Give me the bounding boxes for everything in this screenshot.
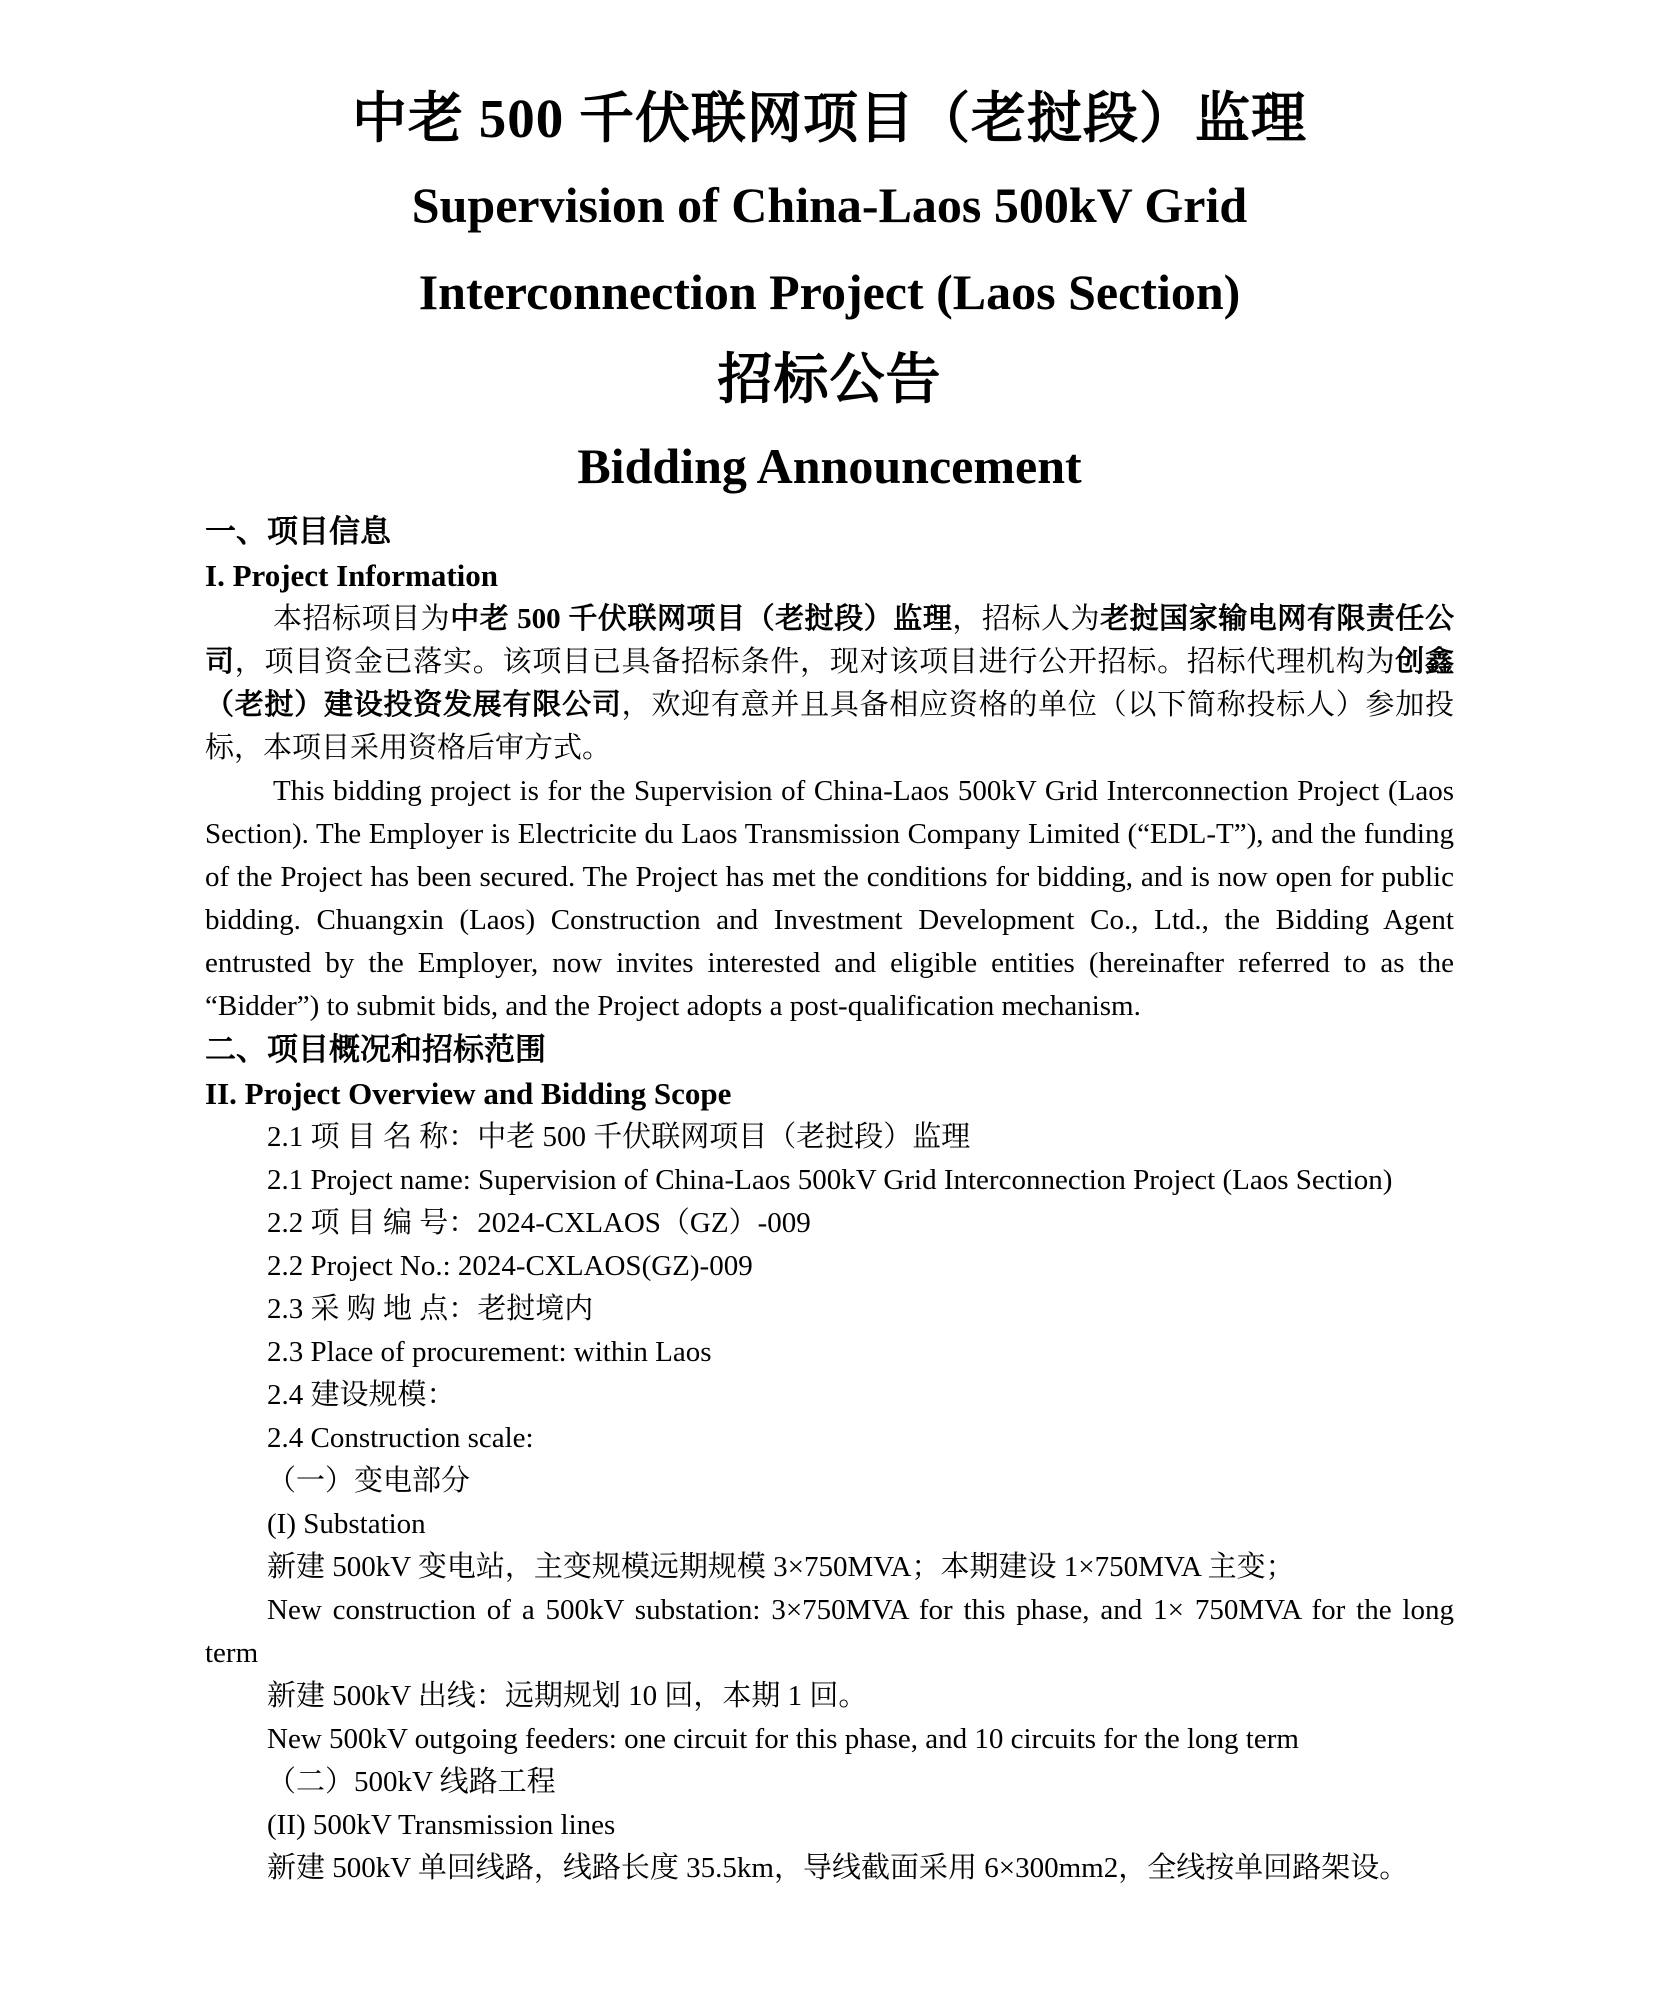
text-run-bold: 老挝国家输电网有限责任公司	[205, 603, 1454, 678]
item-substation-heading-en: (I) Substation	[267, 1508, 426, 1540]
title-block	[205, 75, 1454, 510]
text-run: ，招标人为	[952, 603, 1101, 635]
announcement-title-en: Bidding Announcement	[577, 438, 1082, 494]
text-run: ，欢迎有意并且具备相应资格的单位（以下简称投标人）参加投标，本项目采用资格后审方式。	[205, 689, 1454, 764]
section-2-heading-zh: 二、项目概况和招标范围	[205, 1032, 546, 1067]
item-2-3-place-zh: 2.3 采 购 地 点：老挝境内	[267, 1293, 594, 1325]
page-title-en-line1: Supervision of China-Laos 500kV Grid	[411, 177, 1248, 233]
item-lines-heading-en: (II) 500kV Transmission lines	[267, 1809, 616, 1841]
text-run-bold: 创鑫（老挝）建设投资发展有限公司	[205, 646, 1454, 721]
item-2-3-place-en: 2.3 Place of procurement: within Laos	[267, 1336, 712, 1368]
text-run: ，项目资金已落实。该项目已具备招标条件，现对该项目进行公开招标。招标代理机构为	[234, 646, 1396, 678]
text-run-bold: 中老 500 千伏联网项目（老挝段）监理	[450, 603, 953, 635]
item-2-2-project-no-zh: 2.2 项 目 编 号：2024-CXLAOS（GZ）-009	[267, 1207, 811, 1239]
text-run: 本招标项目为	[273, 603, 451, 635]
section-2-heading-en: II. Project Overview and Bidding Scope	[205, 1076, 732, 1111]
item-2-2-project-no-en: 2.2 Project No.: 2024-CXLAOS(GZ)-009	[267, 1250, 753, 1282]
page-title-zh: 中老 500 千伏联网项目（老挝段）监理	[351, 88, 1307, 149]
announcement-title-zh: 招标公告	[717, 349, 942, 410]
section-1-heading-zh: 一、项目信息	[205, 514, 391, 549]
project-info-paragraph-zh	[205, 598, 1454, 770]
item-substation-detail-en: New construction of a 500kV substation: 3×750MVA for this phase, and 1× 750MVA for the long term	[205, 1594, 1454, 1669]
item-lines-detail-zh: 新建 500kV 单回线路，线路长度 35.5km，导线截面采用 6×300mm2，全线按单回路架设。	[267, 1852, 1409, 1884]
item-substation-detail-zh: 新建 500kV 变电站，主变规模远期规模 3×750MVA；本期建设 1×750MVA 主变；	[267, 1551, 1295, 1583]
project-info-paragraph-en: This bidding project is for the Supervision of China-Laos 500kV Grid Interconnection Project (Laos Section). The Employer is Electricite du Laos Transmission Company Limited (“EDL-T”), and the funding of the Project has been secured. The Project has met the conditions for bidding, and is now open for public bidding. Chuangxin (Laos) Construction and Investment Development Co., Ltd., the Bidding Agent entrusted by the Employer, now invites interested and eligible entities (hereinafter referred to as the “Bidder”) to submit bids, and the Project adopts a post-qualification mechanism.	[205, 775, 1454, 1022]
item-2-4-scale-zh: 2.4 建设规模：	[267, 1379, 456, 1411]
item-lines-heading-zh: （二）500kV 线路工程	[267, 1766, 556, 1798]
item-2-1-project-name-zh: 2.1 项 目 名 称：中老 500 千伏联网项目（老挝段）监理	[267, 1121, 971, 1153]
item-feeders-en: New 500kV outgoing feeders: one circuit for this phase, and 10 circuits for the long term	[267, 1723, 1299, 1755]
page-title-en-line2: Interconnection Project (Laos Section)	[418, 264, 1241, 320]
item-feeders-zh: 新建 500kV 出线：远期规划 10 回，本期 1 回。	[267, 1680, 868, 1712]
section-1-heading-en: I. Project Information	[205, 558, 499, 593]
item-2-1-project-name-en: 2.1 Project name: Supervision of China-Laos 500kV Grid Interconnection Project (Laos Section)	[267, 1164, 1393, 1196]
item-2-4-scale-en: 2.4 Construction scale:	[267, 1422, 534, 1454]
item-substation-heading-zh: （一）变电部分	[267, 1465, 471, 1497]
